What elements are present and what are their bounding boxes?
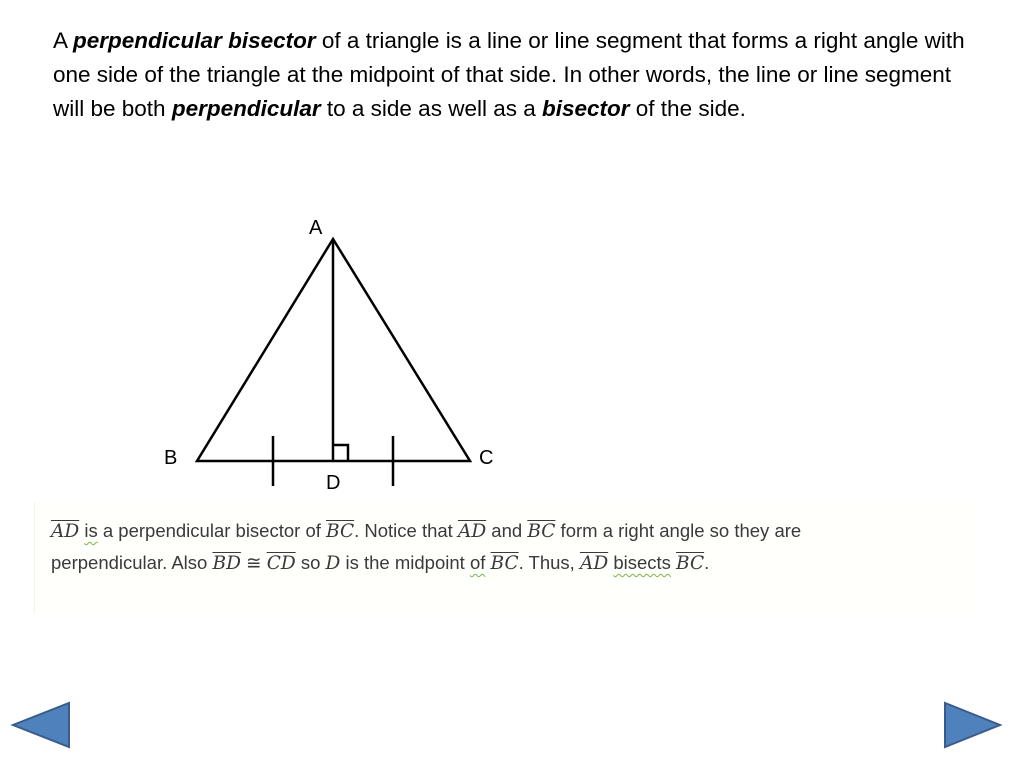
- explanation-line: [51, 552, 709, 574]
- segment-bc-symbol: $\overline{BC}$: [490, 553, 519, 574]
- point-label-d: D: [326, 472, 341, 494]
- vertex-label-a: A: [309, 217, 323, 239]
- congruent-symbol: ≅: [240, 552, 267, 573]
- explanation-box: [34, 502, 975, 614]
- vertex-label-c: C: [479, 447, 494, 469]
- note-text: perpendicular. Also: [51, 552, 213, 573]
- segment-ad-symbol: $\overline{AD}$: [457, 521, 487, 542]
- intro-text: to a side as well as a: [320, 96, 542, 121]
- segment-bc-symbol: $\overline{BC}$: [676, 553, 705, 574]
- intro-text: A: [53, 28, 74, 53]
- note-text: . Notice that: [354, 520, 458, 541]
- intro-text: of the side.: [629, 96, 746, 121]
- right-triangle-icon: [945, 703, 1000, 747]
- note-text: is the midpoint: [340, 552, 470, 573]
- previous-slide-button[interactable]: [10, 700, 72, 750]
- left-triangle-icon: [13, 703, 69, 747]
- next-slide-button[interactable]: [942, 700, 1004, 750]
- point-d-symbol: D: [325, 553, 341, 574]
- note-text: bisects: [613, 552, 671, 573]
- note-text: is: [84, 520, 98, 541]
- explanation-line: [51, 520, 801, 542]
- segment-ad-symbol: $\overline{AD}$: [51, 521, 80, 542]
- note-text: and: [486, 520, 528, 541]
- term-perpendicular-bisector: perpendicular bisector: [73, 28, 316, 53]
- note-text: .: [704, 552, 710, 573]
- note-text: a perpendicular bisector of: [97, 520, 327, 541]
- vertex-label-b: B: [164, 447, 178, 469]
- segment-bc-symbol: $\overline{BC}$: [527, 521, 556, 542]
- segment-bd-symbol: $\overline{BD}$: [212, 553, 241, 574]
- term-bisector: bisector: [542, 96, 630, 121]
- note-text: of: [469, 552, 486, 573]
- note-text: form a right angle so they are: [555, 520, 802, 541]
- right-angle-mark: [333, 445, 348, 461]
- note-text: so: [295, 552, 326, 573]
- term-perpendicular: perpendicular: [171, 96, 321, 121]
- segment-cd-symbol: $\overline{CD}$: [266, 553, 296, 574]
- intro-text: of a triangle is a line or line segment that forms a right angle with one side of the triangle at the midpoint of that side. In other words, the line or line segment will be both: [53, 28, 965, 121]
- segment-bc-symbol: $\overline{BC}$: [326, 521, 355, 542]
- note-text: . Thus,: [518, 552, 580, 573]
- segment-ad-symbol: $\overline{AD}$: [579, 553, 609, 574]
